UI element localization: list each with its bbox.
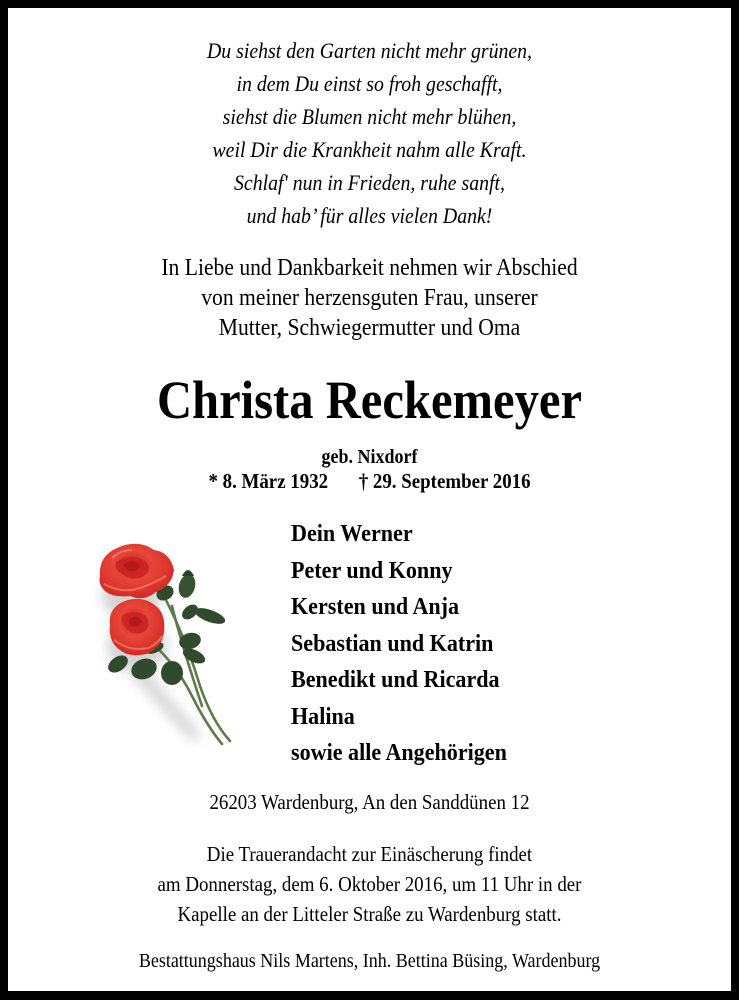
- ceremony-line: Kapelle an der Litteler Straße zu Wardenburg statt.: [177, 902, 562, 926]
- death-date: † 29. September 2016: [358, 469, 531, 493]
- life-dates: [44, 467, 695, 495]
- intro-line: Mutter, Schwiegermutter und Oma: [218, 315, 521, 341]
- farewell-intro: [44, 253, 695, 343]
- ceremony-info: [44, 839, 695, 929]
- poem-line: weil Dir die Krankheit nahm alle Kraft.: [212, 137, 527, 162]
- poem: [44, 34, 695, 232]
- family-member: sowie alle Angehörigen: [291, 740, 507, 766]
- intro-line: In Liebe und Dankbarkeit nehmen wir Abschied: [161, 255, 578, 281]
- family-member: Peter und Konny: [291, 557, 453, 584]
- obituary-card: [8, 8, 731, 991]
- deceased-name: Christa Reckemeyer: [156, 370, 583, 430]
- family-member: Dein Werner: [291, 521, 413, 547]
- intro-line: von meiner herzensguten Frau, unserer: [201, 285, 538, 311]
- poem-line: Du siehst den Garten nicht mehr grünen,: [206, 38, 533, 63]
- maiden-name: geb. Nixdorf: [321, 446, 418, 468]
- family-member: Halina: [291, 703, 355, 730]
- family-member: Benedikt und Ricarda: [291, 667, 500, 693]
- family-list: [291, 516, 507, 772]
- rose-bouquet-icon: [82, 536, 242, 748]
- ceremony-line: am Donnerstag, dem 6. Oktober 2016, um 11 Uhr in der: [157, 872, 582, 896]
- funeral-home: Bestattungshaus Nils Martens, Inh. Bettina Büsing, Wardenburg: [138, 950, 601, 972]
- poem-line: siehst die Blumen nicht mehr blühen,: [222, 104, 517, 129]
- birth-date: * 8. März 1932: [208, 469, 329, 493]
- ceremony-line: Die Trauerandacht zur Einäscherung findet: [206, 842, 533, 866]
- family-member: Sebastian und Katrin: [291, 630, 494, 657]
- poem-line: Schlaf' nun in Frieden, ruhe sanft,: [234, 170, 505, 195]
- family-member: Kersten und Anja: [291, 594, 460, 620]
- family-address: 26203 Wardenburg, An den Sanddünen 12: [209, 790, 530, 814]
- poem-line: und hab’ für alles vielen Dank!: [246, 203, 493, 228]
- poem-line: in dem Du einst so froh geschafft,: [236, 71, 503, 96]
